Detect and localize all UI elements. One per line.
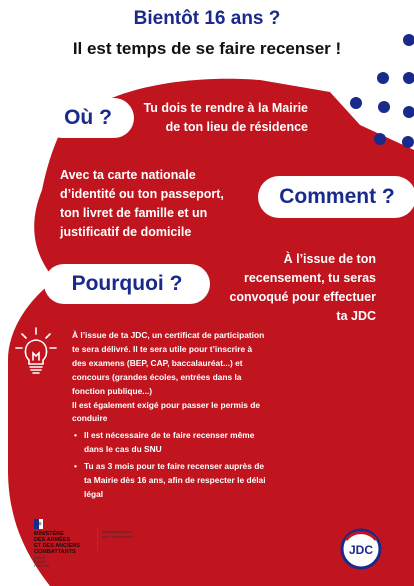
pourquoi-line: ta JDC	[336, 309, 376, 323]
dot-3	[403, 72, 414, 84]
pourquoi-text	[226, 250, 376, 326]
dot-4	[350, 97, 362, 109]
dot-6	[403, 106, 414, 118]
bullet-line: Il est nécessaire de te faire recenser même	[84, 430, 255, 441]
dot-7	[374, 133, 386, 145]
motto-line: Égalité	[34, 560, 45, 564]
dot-5	[378, 101, 390, 113]
page-subtitle: Il est temps de se faire recenser !	[72, 39, 342, 58]
dot-2	[377, 72, 389, 84]
secretariat-line: Secrétariat général	[102, 530, 133, 534]
bullet-item	[72, 460, 298, 502]
bullet-marker: •	[74, 430, 77, 441]
bullet-line: dans le cas du SNU	[84, 444, 162, 455]
detail-line: fonction publique...)	[72, 385, 153, 396]
detail-block	[72, 329, 298, 502]
bullet-line: légal	[84, 488, 104, 499]
bullet-line: ta Mairie dès 16 ans, afin de respecter le délai	[84, 475, 266, 486]
section-label-ou: Où ?	[42, 98, 134, 138]
dot-8	[402, 136, 414, 148]
comment-text	[60, 166, 280, 242]
comment-line: justificatif de domicile	[60, 225, 192, 239]
footer-divider	[97, 527, 98, 553]
jdc-logo	[340, 528, 382, 570]
pourquoi-line: recensement, tu seras	[243, 271, 376, 285]
jdc-logo-text: JDC	[348, 543, 374, 557]
detail-line: Il est également exigé pour passer le permis de	[72, 399, 261, 410]
secretariat-label	[102, 530, 162, 539]
detail-line: concours (grandes écoles, entrées dans la	[72, 371, 242, 382]
comment-line: ton livret de famille et un	[60, 206, 208, 220]
section-label-comment: Comment ?	[258, 176, 414, 218]
pourquoi-line: À l’issue de ton	[283, 252, 376, 266]
bullet-item	[72, 429, 298, 457]
bullet-line: Tu as 3 mois pour te faire recenser auprès de	[84, 461, 264, 472]
detail-line: te sera délivré. Il te sera utile pour t’inscrire à	[72, 343, 253, 354]
republic-motto	[34, 556, 49, 568]
detail-line: conduire	[72, 413, 108, 424]
ou-line: de ton lieu de résidence	[165, 120, 308, 134]
bullet-marker: •	[74, 461, 77, 472]
pourquoi-line: convoqué pour effectuer	[229, 290, 376, 304]
motto-line: Liberté	[34, 556, 45, 560]
ministry-name	[34, 531, 80, 555]
secretariat-line: pour l’administration	[102, 534, 135, 539]
section-label-pourquoi: Pourquoi ?	[44, 264, 210, 304]
ministry-line: DES ARMÉES	[34, 537, 71, 543]
page-title: Bientôt 16 ans ?	[133, 8, 281, 29]
ou-text	[138, 99, 308, 137]
comment-line: d’identité ou ton passeport,	[60, 187, 224, 201]
ministry-line: COMBATTANTS	[34, 549, 76, 555]
french-flag-icon	[34, 519, 48, 529]
comment-line: Avec ta carte nationale	[60, 168, 196, 182]
ministry-line: ET DES ANCIENS	[34, 543, 80, 549]
lightbulb-icon	[14, 326, 58, 376]
detail-line: des examens (BEP, CAP, baccalauréat...) et	[72, 357, 243, 368]
motto-line: Fraternité	[34, 564, 50, 568]
ministry-line: MINISTÈRE	[34, 531, 64, 537]
detail-line: À l’issue de ta JDC, un certificat de participation	[72, 330, 265, 340]
ou-line: Tu dois te rendre à la Mairie	[143, 101, 308, 115]
ministry-logo	[34, 519, 96, 573]
